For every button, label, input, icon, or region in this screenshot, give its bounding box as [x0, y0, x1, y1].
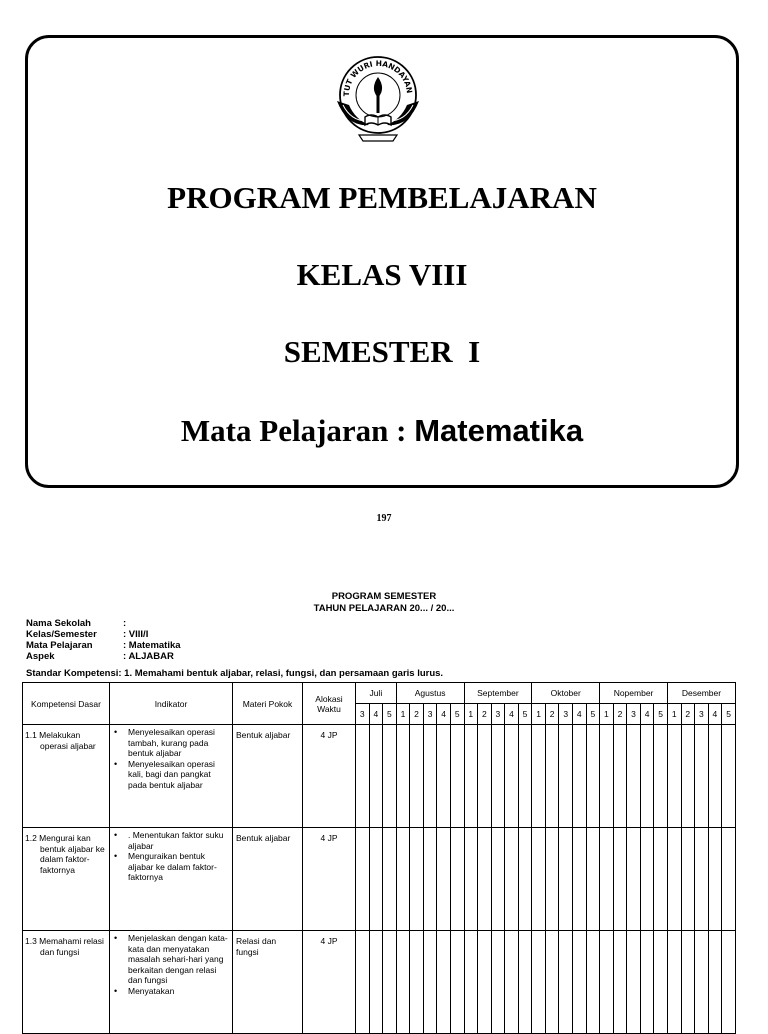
week-cell — [491, 725, 505, 828]
materi-pokok-cell: Bentuk aljabar — [233, 828, 303, 931]
month-header: Desember — [667, 683, 735, 704]
alokasi-waktu-cell: 4 JP — [303, 931, 356, 1034]
month-header: Juli — [356, 683, 397, 704]
week-cell — [356, 828, 370, 931]
week-cell — [356, 725, 370, 828]
week-cell — [559, 828, 573, 931]
cover-semester: SEMESTER I — [283, 334, 481, 369]
week-cell — [722, 725, 736, 828]
week-cell — [573, 931, 587, 1034]
week-cell — [437, 725, 451, 828]
cover-subject-value: Matematika — [414, 413, 584, 448]
week-header: 5 — [450, 704, 464, 725]
indikator-item: • . Menentukan faktor suku aljabar — [128, 830, 230, 851]
kompetensi-dasar-cell — [23, 725, 110, 828]
week-cell — [667, 931, 681, 1034]
week-cell — [369, 931, 383, 1034]
week-header: 3 — [627, 704, 641, 725]
week-cell — [695, 931, 709, 1034]
week-cell — [573, 725, 587, 828]
week-cell — [423, 931, 437, 1034]
week-cell — [464, 725, 478, 828]
week-cell — [586, 725, 600, 828]
kompetensi-dasar-text: 1.1 Melakukan operasi aljabar — [25, 730, 96, 751]
week-header: 1 — [532, 704, 546, 725]
week-header: 2 — [681, 704, 695, 725]
month-header: Oktober — [532, 683, 600, 704]
week-cell — [627, 828, 641, 931]
week-cell — [640, 828, 654, 931]
week-cell — [545, 828, 559, 931]
alokasi-waktu-cell: 4 JP — [303, 725, 356, 828]
week-header: 3 — [559, 704, 573, 725]
week-cell — [518, 725, 532, 828]
week-cell — [396, 725, 410, 828]
indikator-item: • Menjelaskan dengan kata-kata dan menyatakan masalah sehari-hari yang berkaitan dengan relasi dan fungsi — [128, 933, 230, 986]
header-materi-pokok: Materi Pokok — [233, 683, 303, 725]
week-cell — [383, 725, 397, 828]
week-cell — [600, 725, 614, 828]
indikator-item: • Menguraikan bentuk aljabar ke dalam faktor-faktornya — [128, 851, 230, 883]
week-header: 1 — [667, 704, 681, 725]
week-header: 1 — [464, 704, 478, 725]
week-cell — [437, 931, 451, 1034]
week-cell — [681, 725, 695, 828]
indikator-cell — [110, 828, 233, 931]
week-cell — [478, 931, 492, 1034]
kompetensi-dasar-text: 1.3 Memahami relasi dan fungsi — [25, 936, 104, 957]
program-semester-table — [22, 682, 736, 1034]
indikator-item: • Menyelesaikan operasi tambah, kurang pada bentuk aljabar — [128, 727, 230, 759]
week-header: 2 — [410, 704, 424, 725]
meta-label: Mata Pelajaran — [26, 640, 93, 651]
week-cell — [356, 931, 370, 1034]
week-cell — [383, 828, 397, 931]
week-header: 1 — [600, 704, 614, 725]
week-cell — [532, 828, 546, 931]
week-cell — [369, 725, 383, 828]
kompetensi-dasar-cell — [23, 931, 110, 1034]
week-cell — [722, 828, 736, 931]
week-cell — [681, 828, 695, 931]
header-indikator: Indikator — [110, 683, 233, 725]
meta-value: : ALJABAR — [123, 651, 174, 662]
week-cell — [654, 931, 668, 1034]
week-cell — [369, 828, 383, 931]
meta-label: Aspek — [26, 651, 55, 662]
table-row — [23, 931, 736, 1034]
header-kompetensi-dasar: Kompetensi Dasar — [23, 683, 110, 725]
week-cell — [423, 725, 437, 828]
document-year: TAHUN PELAJARAN 20... / 20... — [313, 603, 455, 614]
week-header: 4 — [573, 704, 587, 725]
meta-value: : Matematika — [123, 640, 181, 651]
meta-mata-pelajaran — [26, 641, 181, 652]
week-cell — [695, 828, 709, 931]
kompetensi-dasar-cell — [23, 828, 110, 931]
week-cell — [586, 931, 600, 1034]
cover-class: KELAS VIII — [296, 257, 468, 292]
week-header: 5 — [586, 704, 600, 725]
week-cell — [613, 931, 627, 1034]
meta-aspek — [26, 652, 174, 663]
week-cell — [654, 828, 668, 931]
document-title: PROGRAM SEMESTER — [331, 591, 437, 602]
month-header: September — [464, 683, 532, 704]
svg-text:TUT WURI HANDAYANI: TUT WURI HANDAYAN — [341, 58, 415, 97]
materi-pokok-cell: Relasi dan fungsi — [233, 931, 303, 1034]
week-cell — [450, 828, 464, 931]
week-header: 4 — [640, 704, 654, 725]
week-header: 2 — [478, 704, 492, 725]
week-cell — [505, 931, 519, 1034]
week-cell — [491, 931, 505, 1034]
week-header: 5 — [383, 704, 397, 725]
week-cell — [396, 931, 410, 1034]
cover-subject — [25, 413, 739, 449]
week-header: 3 — [491, 704, 505, 725]
table-row — [23, 725, 736, 828]
week-cell — [613, 828, 627, 931]
week-cell — [600, 828, 614, 931]
meta-label: Kelas/Semester — [26, 629, 97, 640]
week-cell — [437, 828, 451, 931]
week-cell — [681, 931, 695, 1034]
week-header: 4 — [708, 704, 722, 725]
week-cell — [423, 828, 437, 931]
week-header: 5 — [518, 704, 532, 725]
week-cell — [518, 828, 532, 931]
week-header: 3 — [695, 704, 709, 725]
week-cell — [600, 931, 614, 1034]
week-header: 4 — [437, 704, 451, 725]
week-cell — [654, 725, 668, 828]
tut-wuri-handayani-logo — [329, 55, 427, 147]
meta-kelas-semester — [26, 630, 148, 641]
week-header: 4 — [505, 704, 519, 725]
week-cell — [518, 931, 532, 1034]
week-cell — [478, 828, 492, 931]
week-header: 3 — [356, 704, 370, 725]
week-cell — [545, 931, 559, 1034]
week-cell — [505, 828, 519, 931]
week-cell — [708, 828, 722, 931]
week-cell — [505, 725, 519, 828]
week-cell — [640, 931, 654, 1034]
meta-value: : VIII/I — [123, 629, 149, 640]
week-header: 1 — [396, 704, 410, 725]
standar-kompetensi: Standar Kompetensi: 1. Memahami bentuk aljabar, relasi, fungsi, dan persamaan garis lurus. — [26, 668, 444, 679]
header-alokasi-waktu: Alokasi Waktu — [303, 683, 356, 725]
week-cell — [559, 725, 573, 828]
week-cell — [695, 725, 709, 828]
week-cell — [410, 828, 424, 931]
week-cell — [640, 725, 654, 828]
table-row — [23, 828, 736, 931]
indikator-cell — [110, 931, 233, 1034]
week-cell — [491, 828, 505, 931]
cover-title: PROGRAM PEMBELAJARAN — [167, 180, 597, 215]
week-cell — [410, 931, 424, 1034]
week-cell — [545, 725, 559, 828]
week-cell — [627, 725, 641, 828]
week-cell — [464, 828, 478, 931]
week-cell — [708, 725, 722, 828]
week-header: 3 — [423, 704, 437, 725]
week-header: 5 — [654, 704, 668, 725]
week-header: 5 — [722, 704, 736, 725]
week-header: 2 — [545, 704, 559, 725]
kompetensi-dasar-text: 1.2 Mengurai kan bentuk aljabar ke dalam faktor-faktornya — [25, 833, 105, 875]
page-number: 197 — [376, 513, 392, 524]
week-cell — [464, 931, 478, 1034]
week-cell — [613, 725, 627, 828]
week-cell — [559, 931, 573, 1034]
alokasi-waktu-cell: 4 JP — [303, 828, 356, 931]
week-cell — [586, 828, 600, 931]
week-cell — [722, 931, 736, 1034]
month-header: Nopember — [600, 683, 668, 704]
meta-label: Nama Sekolah — [26, 618, 91, 629]
week-cell — [396, 828, 410, 931]
week-cell — [573, 828, 587, 931]
week-cell — [410, 725, 424, 828]
week-cell — [450, 725, 464, 828]
materi-pokok-cell: Bentuk aljabar — [233, 725, 303, 828]
month-header: Agustus — [396, 683, 464, 704]
week-cell — [667, 725, 681, 828]
week-cell — [383, 931, 397, 1034]
week-cell — [708, 931, 722, 1034]
indikator-cell — [110, 725, 233, 828]
week-cell — [532, 725, 546, 828]
week-cell — [532, 931, 546, 1034]
cover-subject-label: Mata Pelajaran : — [180, 413, 415, 448]
meta-nama-sekolah — [26, 619, 126, 630]
week-cell — [627, 931, 641, 1034]
indikator-item: • Menyelesaikan operasi kali, bagi dan pangkat pada bentuk aljabar — [128, 759, 230, 791]
week-header: 4 — [369, 704, 383, 725]
week-cell — [450, 931, 464, 1034]
week-header: 2 — [613, 704, 627, 725]
meta-value: : — [123, 618, 127, 629]
week-cell — [667, 828, 681, 931]
indikator-item: • Menyatakan — [128, 986, 230, 997]
week-cell — [478, 725, 492, 828]
